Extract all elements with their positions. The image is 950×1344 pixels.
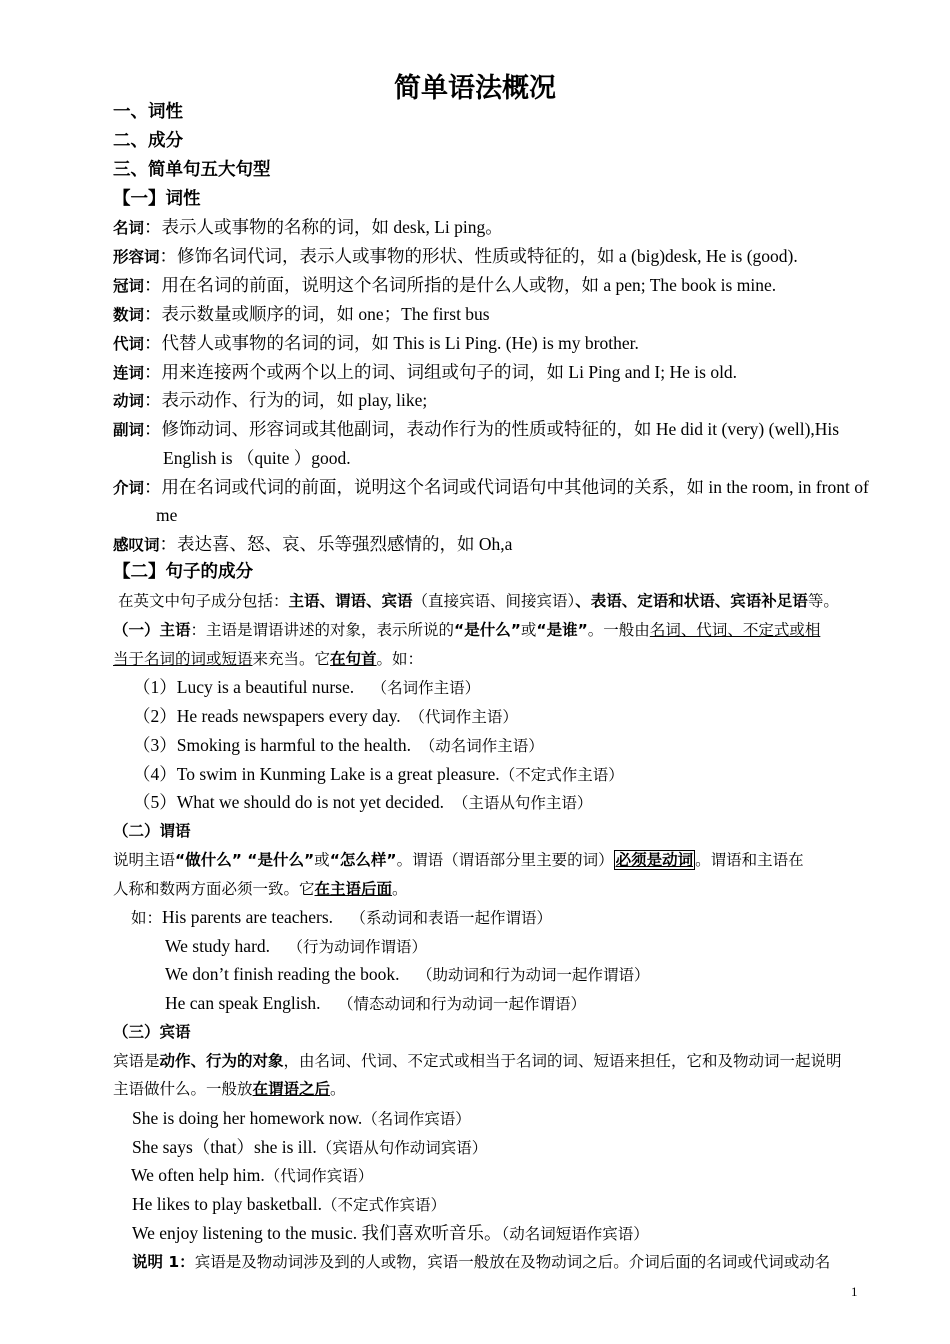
- object-example-5: [132, 1222, 649, 1245]
- object-paragraph-line2: [113, 1078, 346, 1100]
- predicate-text: 。: [392, 880, 408, 898]
- example-note: （动名词短语作宾语）: [501, 1225, 649, 1243]
- predicate-text: 或: [314, 851, 330, 869]
- pos-definition: ：表示动作、行为的词，如 play, like;: [144, 390, 428, 410]
- pos-definition: ：代替人或事物的名词的词，如 This is Li Ping. (He) is my brother.: [144, 333, 639, 353]
- example-prefix: 如：: [131, 909, 163, 927]
- subject-example-4: [133, 763, 624, 786]
- example-note: （动名词作主语）: [419, 737, 544, 755]
- pos-article: [113, 274, 776, 297]
- predicate-text: 人称和数两方面必须一致。它: [113, 880, 315, 898]
- pos-definition: ：表达喜、怒、哀、乐等强烈感情的，如 Oh,a: [159, 534, 513, 554]
- intro-bold: 、表语、定语和状语、宾语补足语: [575, 592, 808, 610]
- predicate-paragraph-line2: [113, 878, 408, 900]
- predicate-example-4: [165, 992, 586, 1015]
- example-note: （助动词和行为动词一起作谓语）: [416, 966, 650, 984]
- example-sentence: She is doing her homework now.: [132, 1108, 363, 1128]
- page-title: 简单语法概况: [394, 73, 556, 104]
- pos-term: 感叹词: [113, 536, 160, 554]
- pos-adverb: [113, 418, 839, 441]
- example-sentence: We study hard.: [165, 936, 271, 956]
- pos-definition: ：修饰名词代词，表示人或事物的形状、性质或特征的，如 a (big)desk, He is (good).: [159, 246, 798, 266]
- pos-preposition: [113, 476, 869, 499]
- intro-bold: 主语、谓语、宾语: [288, 592, 413, 610]
- pos-definition: ：修饰动词、形容词或其他副词，表动作行为的性质或特征的，如 He did it (very) (well),His: [144, 419, 840, 439]
- pos-numeral: [113, 303, 490, 326]
- example-note: （系动词和表语一起作谓语）: [350, 909, 553, 927]
- pos-adjective: [113, 245, 798, 268]
- predicate-example-3: [165, 963, 650, 986]
- pos-noun: [113, 216, 503, 239]
- subject-paragraph-line2: [113, 648, 423, 670]
- example-note: （不定式作宾语）: [322, 1196, 447, 1214]
- pos-definition: ：用在名词的前面，说明这个名词所指的是什么人或物，如 a pen; The book is mine.: [144, 275, 777, 295]
- pos-adverb-continued: English is （quite ）good.: [163, 448, 351, 468]
- pos-definition: ：用来连接两个或两个以上的词、词组或句子的词，如 Li Ping and I; He is old.: [144, 362, 738, 382]
- predicate-heading: （二）谓语: [113, 822, 191, 840]
- predicate-text: 。谓语和主语在: [695, 851, 804, 869]
- object-example-2: [132, 1136, 487, 1159]
- example-sentence: We don’t finish reading the book.: [165, 964, 400, 984]
- predicate-example-2: [165, 935, 427, 958]
- sentence-parts-intro: [118, 590, 839, 612]
- subject-position: 在句首: [330, 650, 377, 668]
- predicate-example-1: [131, 906, 552, 929]
- object-text: 主语做什么。一般放: [113, 1080, 253, 1098]
- note-label: 说明 1：: [132, 1253, 195, 1271]
- subject-label: （一）主语: [113, 621, 191, 639]
- predicate-quote: “怎么样”: [329, 851, 397, 869]
- predicate-boxed-rule: 必须是动词: [615, 851, 694, 869]
- object-bold: 动作、行为的对象: [159, 1052, 284, 1070]
- section-heading-sentence-parts: 【二】句子的成分: [113, 562, 253, 582]
- pos-definition: ：表示人或事物的名称的词，如 desk, Li ping。: [144, 217, 503, 237]
- pos-term: 代词: [113, 335, 145, 353]
- pos-term: 冠词: [113, 277, 145, 295]
- example-sentence: （3）Smoking is harmful to the health.: [133, 735, 412, 755]
- subject-quote: “是谁”: [536, 621, 588, 639]
- example-sentence: （1）Lucy is a beautiful nurse.: [133, 677, 355, 697]
- pos-definition: ：用在名词或代词的前面，说明这个名词或代词语句中其他词的关系，如 in the room, in front of: [144, 477, 869, 497]
- subject-example-3: [133, 734, 544, 757]
- object-heading: （三）宾语: [113, 1023, 191, 1041]
- subject-example-2: [133, 705, 518, 728]
- subject-text: 来充当。它: [252, 650, 331, 668]
- example-note: （情态动词和行为动词一起作谓语）: [338, 995, 587, 1013]
- example-note: （主语从句作主语）: [452, 794, 593, 812]
- object-example-3: [131, 1164, 373, 1187]
- pos-term: 动词: [113, 392, 145, 410]
- predicate-text: 。谓语（谓语部分里主要的词）: [396, 851, 614, 869]
- note-text: 宾语是及物动词涉及到的人或物，宾语一般放在及物动词之后。介词后面的名词或代词或动名: [194, 1253, 831, 1271]
- object-text: 。: [330, 1080, 346, 1098]
- example-note: （代词作宾语）: [264, 1167, 374, 1185]
- subject-example-1: [133, 676, 480, 699]
- example-note: （名词作宾语）: [362, 1110, 471, 1128]
- pos-term: 连词: [113, 364, 145, 382]
- example-note: （代词作主语）: [409, 708, 518, 726]
- intro-text: （直接宾语、间接宾语）: [412, 592, 576, 610]
- subject-example-5: [133, 791, 592, 814]
- subject-underlined: 名词、代词、不定式或相: [649, 621, 821, 639]
- example-sentence: She says（that）she is ill.: [132, 1137, 317, 1157]
- example-sentence: His parents are teachers.: [162, 907, 334, 927]
- pos-pronoun: [113, 332, 639, 355]
- section-heading-parts-of-speech: 【一】词性: [113, 189, 201, 209]
- predicate-paragraph-line1: [113, 849, 804, 871]
- example-note: （宾语从句作动词宾语）: [316, 1139, 488, 1157]
- example-sentence: （4）To swim in Kunming Lake is a great pleasure.: [133, 764, 500, 784]
- object-example-4: [132, 1193, 446, 1216]
- pos-term: 名词: [113, 219, 145, 237]
- pos-term: 副词: [113, 421, 145, 439]
- example-note: （名词作主语）: [371, 679, 481, 697]
- intro-text: 等。: [807, 592, 839, 610]
- predicate-position: 在主语后面: [314, 880, 393, 898]
- object-example-1: [132, 1107, 471, 1130]
- object-note-1: [132, 1251, 830, 1273]
- predicate-text: 说明主语: [113, 851, 176, 869]
- predicate-quote: “做什么” “是什么”: [175, 851, 315, 869]
- object-text: 宾语是: [113, 1052, 160, 1070]
- example-sentence: （5）What we should do is not yet decided.: [133, 792, 445, 812]
- outline-item-1: 一、词性: [113, 102, 183, 122]
- subject-underlined: 当于名词的词或短语: [113, 650, 253, 668]
- subject-text: 。一般由: [587, 621, 650, 639]
- subject-paragraph-line1: [113, 619, 820, 641]
- subject-text: ：主语是谓语讲述的对象，表示所说的: [190, 621, 455, 639]
- subject-text: 。如：: [376, 650, 424, 668]
- pos-definition: ：表示数量或顺序的词，如 one；The first bus: [144, 304, 490, 324]
- intro-text: 在英文中句子成分包括：: [118, 592, 289, 610]
- pos-interjection: [113, 533, 512, 556]
- example-sentence: He can speak English.: [165, 993, 321, 1013]
- pos-verb: [113, 389, 427, 412]
- object-paragraph-line1: [113, 1050, 842, 1072]
- pos-term: 形容词: [113, 248, 160, 266]
- object-text: ，由名词、代词、不定式或相当于名词的词、短语来担任，它和及物动词一起说明: [283, 1052, 842, 1070]
- example-sentence: He likes to play basketball.: [132, 1194, 323, 1214]
- pos-term: 介词: [113, 479, 145, 497]
- pos-conjunction: [113, 361, 737, 384]
- subject-quote: “是什么”: [454, 621, 521, 639]
- example-sentence: We enjoy listening to the music. 我们喜欢听音乐。: [132, 1223, 502, 1243]
- page-number: 1: [851, 1284, 858, 1299]
- outline-item-2: 二、成分: [113, 131, 183, 151]
- outline-item-3: 三、简单句五大句型: [113, 160, 271, 180]
- example-note: （行为动词作谓语）: [287, 938, 428, 956]
- pos-preposition-continued: me: [156, 505, 178, 525]
- example-sentence: We often help him.: [131, 1165, 265, 1185]
- example-sentence: （2）He reads newspapers every day.: [133, 706, 401, 726]
- subject-text: 或: [520, 621, 537, 639]
- object-position: 在谓语之后: [252, 1080, 331, 1098]
- pos-term: 数词: [113, 306, 145, 324]
- example-note: （不定式作主语）: [499, 766, 624, 784]
